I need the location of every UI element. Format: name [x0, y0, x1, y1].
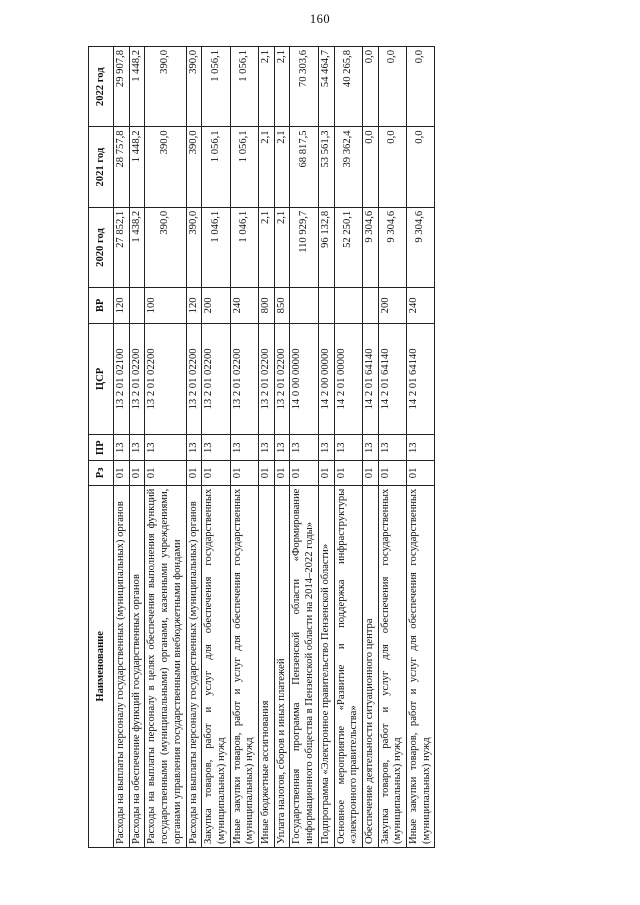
row-2020-cell: 9 304,6: [378, 207, 406, 287]
row-csr-cell: 13 2 01 02200: [202, 323, 230, 435]
table-row: [290, 47, 318, 848]
table-row: [274, 47, 290, 848]
table-row: [259, 47, 275, 848]
row-2021-cell: 53 561,3: [318, 127, 334, 207]
row-2022-cell: 54 464,7: [318, 47, 334, 127]
row-rz-cell: 01: [129, 461, 145, 486]
row-csr-cell: 14 2 01 00000: [334, 323, 362, 435]
table-row: [145, 47, 186, 848]
row-pr-cell: 13: [230, 435, 258, 461]
row-name-cell: Расходы на выплаты персоналу в целях обеспечения выполнения функций государственными (муниципальными) органами, казенными учреждениями, органами управления государственными внебюджетными фондами: [145, 485, 186, 847]
row-csr-cell: 14 2 01 64140: [407, 323, 435, 435]
row-name-cell: Иные закупки товаров, работ и услуг для обеспечения государственных (муниципальных) нужд: [230, 485, 258, 847]
row-pr-cell: 13: [290, 435, 318, 461]
row-2022-cell: 390,0: [186, 47, 202, 127]
row-2021-cell: 68 817,5: [290, 127, 318, 207]
row-csr-cell: 14 2 01 64140: [378, 323, 406, 435]
row-pr-cell: 13: [129, 435, 145, 461]
row-rz-cell: 01: [318, 461, 334, 486]
row-name-cell: Уплата налогов, сборов и иных платежей: [274, 485, 290, 847]
row-vr-cell: 800: [259, 288, 275, 323]
row-csr-cell: 13 2 01 02200: [129, 323, 145, 435]
row-name-cell: Иные закупки товаров, работ и услуг для обеспечения государственных (муниципальных) нужд: [407, 485, 435, 847]
row-2020-cell: 1 046,1: [230, 207, 258, 287]
table-row: [230, 47, 258, 848]
row-vr-cell: [290, 288, 318, 323]
row-csr-cell: 13 2 01 02200: [145, 323, 186, 435]
row-2021-cell: 1 448,2: [129, 127, 145, 207]
budget-table: [88, 46, 435, 848]
row-pr-cell: 13: [186, 435, 202, 461]
row-csr-cell: 14 2 00 00000: [318, 323, 334, 435]
column-header-vr: ВР: [89, 288, 114, 323]
row-name-cell: Обеспечение деятельности ситуационного центра: [362, 485, 378, 847]
table-body: [114, 47, 435, 848]
row-2021-cell: 1 056,1: [202, 127, 230, 207]
row-vr-cell: [334, 288, 362, 323]
table-row: [407, 47, 435, 848]
row-2020-cell: 27 852,1: [114, 207, 130, 287]
table-row: [318, 47, 334, 848]
row-2021-cell: 0,0: [362, 127, 378, 207]
row-2022-cell: 29 907,8: [114, 47, 130, 127]
row-pr-cell: 13: [274, 435, 290, 461]
row-pr-cell: 13: [407, 435, 435, 461]
row-2020-cell: 96 132,8: [318, 207, 334, 287]
row-vr-cell: 240: [407, 288, 435, 323]
row-csr-cell: 13 2 01 02200: [259, 323, 275, 435]
row-name-cell: Государственная программа Пензенской области «Формирование информационного общества в Пензенской области на 2014–2022 годы»: [290, 485, 318, 847]
row-2020-cell: 1 438,2: [129, 207, 145, 287]
page-number: 160: [309, 12, 331, 26]
row-pr-cell: 13: [318, 435, 334, 461]
column-header-name: Наименование: [89, 485, 114, 847]
row-2022-cell: 1 056,1: [230, 47, 258, 127]
row-csr-cell: 13 2 01 02200: [274, 323, 290, 435]
row-vr-cell: 200: [202, 288, 230, 323]
row-name-cell: Расходы на выплаты персоналу государственных (муниципальных) органов: [186, 485, 202, 847]
row-csr-cell: 14 0 00 00000: [290, 323, 318, 435]
row-csr-cell: 13 2 01 02200: [186, 323, 202, 435]
table-row: [362, 47, 378, 848]
row-name-cell: Закупка товаров, работ и услуг для обеспечения государственных (муниципальных) нужд: [378, 485, 406, 847]
table-header-row: [89, 47, 114, 848]
row-rz-cell: 01: [378, 461, 406, 486]
row-2020-cell: 9 304,6: [407, 207, 435, 287]
row-2021-cell: 1 056,1: [230, 127, 258, 207]
row-name-cell: Закупка товаров, работ и услуг для обеспечения государственных (муниципальных) нужд: [202, 485, 230, 847]
row-2020-cell: 2,1: [259, 207, 275, 287]
row-rz-cell: 01: [230, 461, 258, 486]
row-rz-cell: 01: [362, 461, 378, 486]
row-name-cell: Расходы на выплаты персоналу государственных (муниципальных) органов: [114, 485, 130, 847]
row-2022-cell: 2,1: [259, 47, 275, 127]
row-rz-cell: 01: [407, 461, 435, 486]
row-2021-cell: 390,0: [145, 127, 186, 207]
row-rz-cell: 01: [334, 461, 362, 486]
column-header-csr: ЦСР: [89, 323, 114, 435]
row-2021-cell: 0,0: [407, 127, 435, 207]
column-header-pr: ПР: [89, 435, 114, 461]
row-pr-cell: 13: [202, 435, 230, 461]
row-2022-cell: 0,0: [362, 47, 378, 127]
table-row: [186, 47, 202, 848]
row-2021-cell: 390,0: [186, 127, 202, 207]
row-name-cell: Расходы на обеспечение функций государственных органов: [129, 485, 145, 847]
column-header-2021: 2021 год: [89, 127, 114, 207]
row-vr-cell: [362, 288, 378, 323]
row-name-cell: Иные бюджетные ассигнования: [259, 485, 275, 847]
table-row: [378, 47, 406, 848]
row-pr-cell: 13: [362, 435, 378, 461]
table-row: [114, 47, 130, 848]
row-2020-cell: 9 304,6: [362, 207, 378, 287]
row-2022-cell: 0,0: [407, 47, 435, 127]
row-2020-cell: 1 046,1: [202, 207, 230, 287]
row-2021-cell: 2,1: [259, 127, 275, 207]
column-header-2020: 2020 год: [89, 207, 114, 287]
row-csr-cell: 14 2 01 64140: [362, 323, 378, 435]
row-pr-cell: 13: [145, 435, 186, 461]
row-rz-cell: 01: [186, 461, 202, 486]
row-vr-cell: 120: [186, 288, 202, 323]
row-vr-cell: [318, 288, 334, 323]
row-2020-cell: 52 250,1: [334, 207, 362, 287]
row-csr-cell: 13 2 01 02200: [230, 323, 258, 435]
row-vr-cell: 120: [114, 288, 130, 323]
row-name-cell: Подпрограмма «Электронное правительство Пензенской области»: [318, 485, 334, 847]
row-pr-cell: 13: [378, 435, 406, 461]
row-vr-cell: 100: [145, 288, 186, 323]
row-rz-cell: 01: [145, 461, 186, 486]
table-row: [129, 47, 145, 848]
row-vr-cell: 200: [378, 288, 406, 323]
row-2022-cell: 40 265,8: [334, 47, 362, 127]
column-header-2022: 2022 год: [89, 47, 114, 127]
row-2021-cell: 39 362,4: [334, 127, 362, 207]
row-2020-cell: 390,0: [145, 207, 186, 287]
row-2022-cell: 70 303,6: [290, 47, 318, 127]
row-csr-cell: 13 2 01 02100: [114, 323, 130, 435]
row-pr-cell: 13: [114, 435, 130, 461]
row-2020-cell: 2,1: [274, 207, 290, 287]
row-2021-cell: 2,1: [274, 127, 290, 207]
row-2021-cell: 28 757,8: [114, 127, 130, 207]
row-rz-cell: 01: [274, 461, 290, 486]
row-rz-cell: 01: [114, 461, 130, 486]
column-header-rz: Рз: [89, 461, 114, 486]
table-row: [202, 47, 230, 848]
row-2022-cell: 1 056,1: [202, 47, 230, 127]
row-rz-cell: 01: [290, 461, 318, 486]
row-rz-cell: 01: [259, 461, 275, 486]
row-vr-cell: 240: [230, 288, 258, 323]
rotated-table-container: [88, 46, 522, 848]
row-2022-cell: 1 448,2: [129, 47, 145, 127]
row-name-cell: Основное мероприятие «Развитие и поддержка инфраструктуры «электронного правительства»: [334, 485, 362, 847]
row-2020-cell: 390,0: [186, 207, 202, 287]
table-row: [334, 47, 362, 848]
row-2020-cell: 110 929,7: [290, 207, 318, 287]
row-pr-cell: 13: [259, 435, 275, 461]
row-2022-cell: 0,0: [378, 47, 406, 127]
row-vr-cell: 850: [274, 288, 290, 323]
row-vr-cell: [129, 288, 145, 323]
row-pr-cell: 13: [334, 435, 362, 461]
row-2022-cell: 390,0: [145, 47, 186, 127]
row-2021-cell: 0,0: [378, 127, 406, 207]
row-rz-cell: 01: [202, 461, 230, 486]
row-2022-cell: 2,1: [274, 47, 290, 127]
